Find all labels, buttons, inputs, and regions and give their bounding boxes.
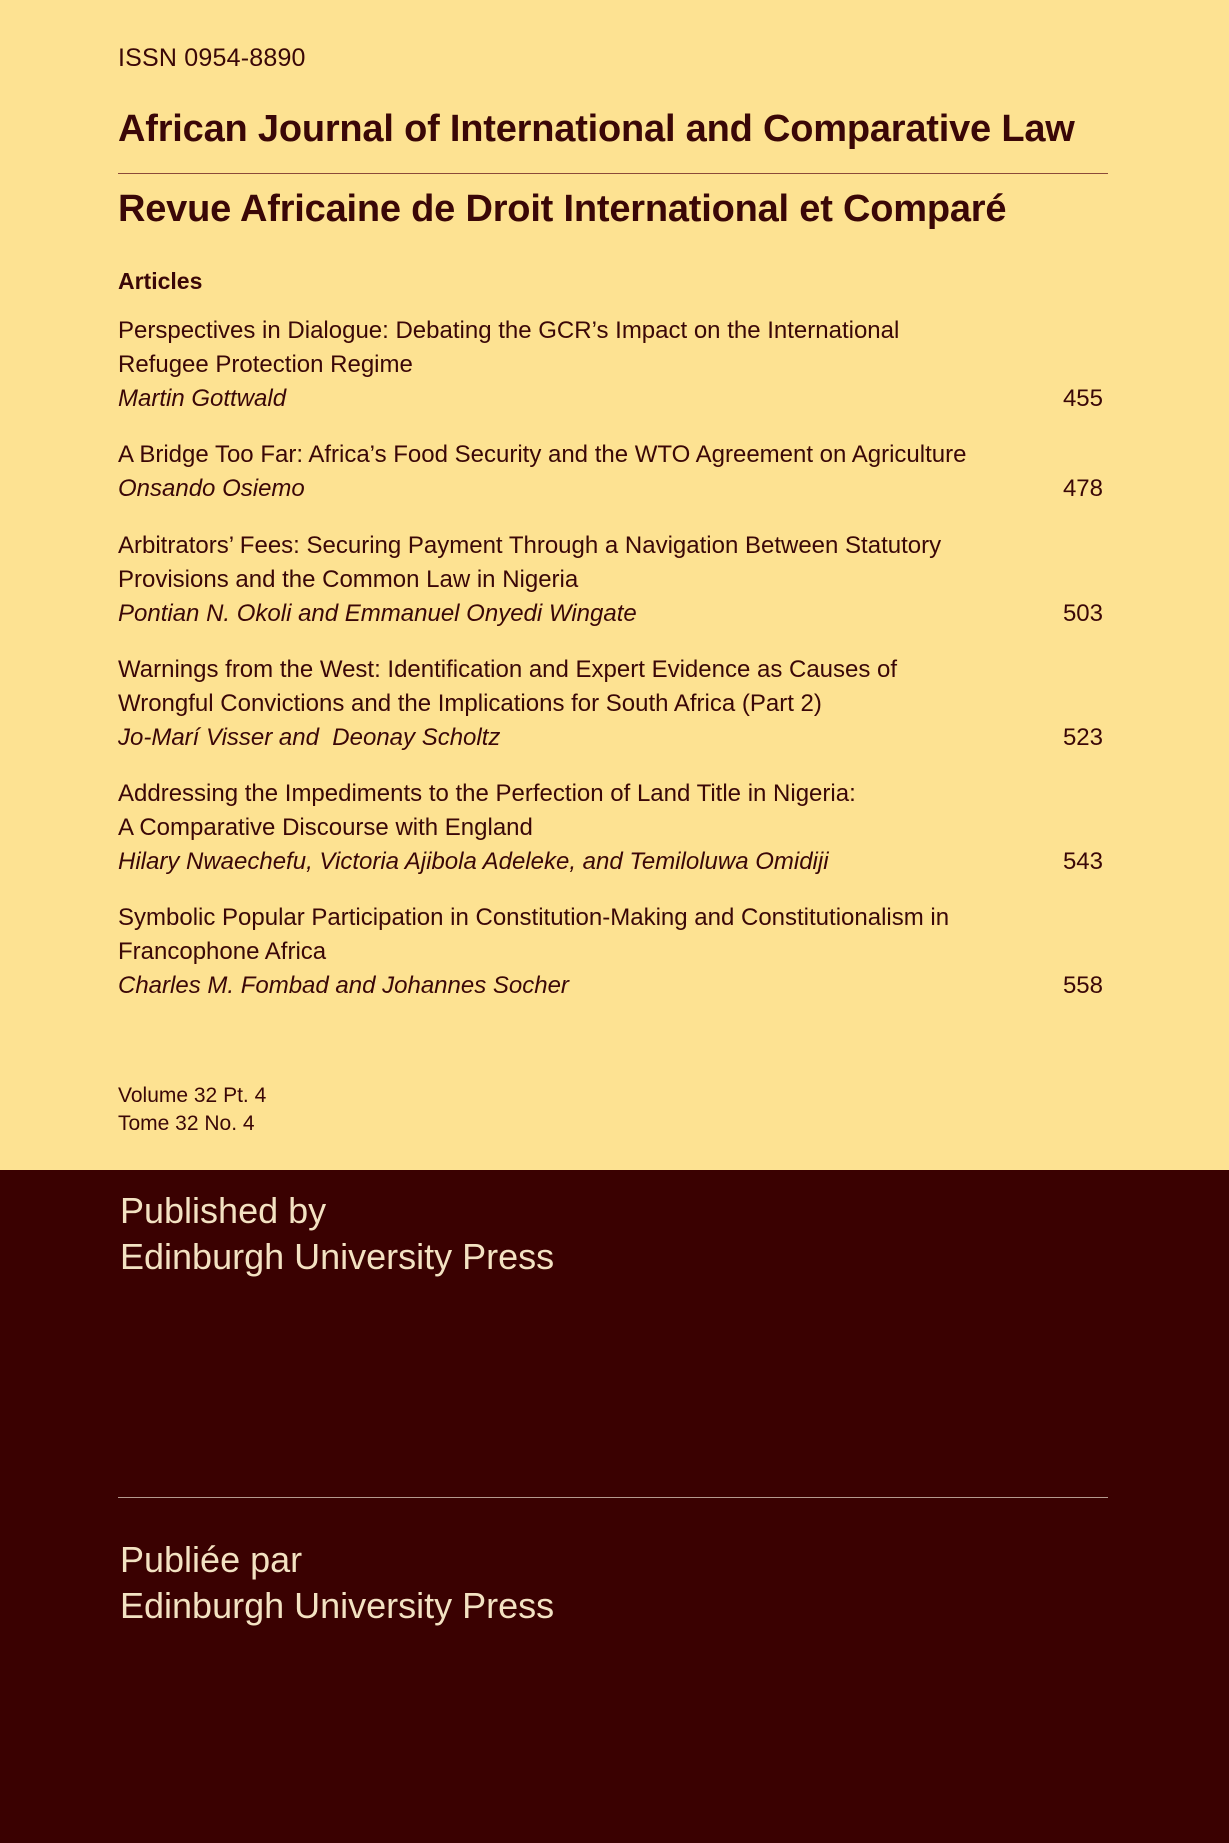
article-entry (118, 653, 1103, 755)
article-title-line: A Comparative Discourse with England (118, 814, 533, 841)
publisher-french (120, 1537, 554, 1629)
publiee-par-label: Publiée par (120, 1539, 303, 1580)
publisher-english (120, 1188, 554, 1280)
article-title (118, 901, 1018, 969)
article-authors: Hilary Nwaechefu, Victoria Ajibola Adeleke, and Temiloluwa Omidiji (118, 848, 829, 875)
volume-english: Volume 32 Pt. 4 (118, 1084, 267, 1107)
article-title-line: Symbolic Popular Participation in Constitution-Making and Constitutionalism in (118, 904, 950, 931)
article-authors: Pontian N. Okoli and Emmanuel Onyedi Wingate (118, 600, 637, 627)
article-title-line: Perspectives in Dialogue: Debating the GCR’s Impact on the International (118, 317, 900, 344)
published-by-label: Published by (120, 1190, 327, 1231)
volume-info (118, 1082, 266, 1138)
article-page-number: 503 (1062, 600, 1103, 627)
article-title-line: A Bridge Too Far: Africa’s Food Security and the WTO Agreement on Agriculture (118, 441, 967, 468)
article-title-line: Warnings from the West: Identification and Expert Evidence as Causes of (118, 656, 898, 683)
publisher-divider (118, 1497, 1108, 1498)
article-page-number: 455 (1062, 385, 1103, 412)
article-entry (118, 438, 1103, 506)
article-title (118, 438, 1018, 472)
article-authors: Onsando Osiemo (118, 475, 305, 502)
article-title-line: Francophone Africa (118, 938, 327, 965)
article-authors: Martin Gottwald (118, 385, 287, 412)
article-entry (118, 777, 1103, 879)
article-title-line: Arbitrators’ Fees: Securing Payment Through a Navigation Between Statutory (118, 532, 942, 559)
article-title-line: Wrongful Convictions and the Implications for South Africa (Part 2) (118, 690, 822, 717)
article-title (118, 314, 1018, 382)
article-page-number: 523 (1062, 724, 1103, 751)
article-title-line: Addressing the Impediments to the Perfection of Land Title in Nigeria: (118, 780, 856, 807)
article-title (118, 777, 1018, 845)
volume-french: Tome 32 No. 4 (118, 1112, 255, 1135)
journal-title-french: Revue Africaine de Droit International et Comparé (118, 188, 1007, 230)
publisher-name: Edinburgh University Press (120, 1585, 555, 1626)
title-divider (118, 173, 1108, 174)
article-entry (118, 901, 1103, 1003)
journal-title-english: African Journal of International and Comparative Law (118, 108, 1075, 150)
article-title-line: Refugee Protection Regime (118, 351, 413, 378)
article-authors: Jo-Marí Visser and Deonay Scholtz (118, 724, 501, 751)
article-authors: Charles M. Fombad and Johannes Socher (118, 972, 569, 999)
article-page-number: 558 (1062, 972, 1103, 999)
article-entry (118, 529, 1103, 631)
article-title (118, 529, 1018, 597)
articles-heading: Articles (118, 268, 203, 294)
article-entry (118, 314, 1103, 416)
article-title-line: Provisions and the Common Law in Nigeria (118, 566, 579, 593)
article-title (118, 653, 1018, 721)
article-page-number: 478 (1062, 475, 1103, 502)
publisher-name: Edinburgh University Press (120, 1236, 555, 1277)
article-page-number: 543 (1062, 848, 1103, 875)
issn-number: ISSN 0954-8890 (118, 44, 306, 72)
